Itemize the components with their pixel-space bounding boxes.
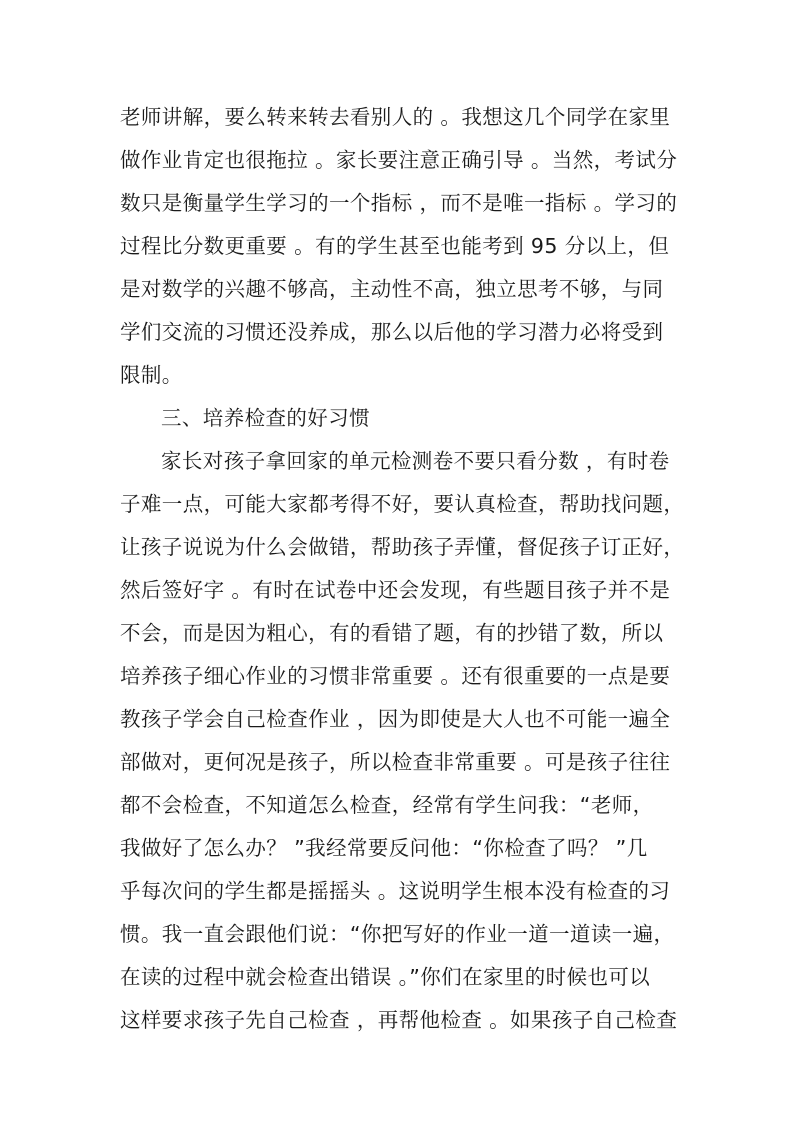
text-line-3: 数只是衡量学生学习的一个指标 ，而不是唯一指标 。学习的: [120, 191, 678, 215]
text-line-19: 乎每次问的学生都是摇摇头 。这说明学生根本没有检查的习: [120, 879, 671, 903]
text-line-16: 部做对，更何况是孩子，所以检查非常重要 。可是孩子往往: [120, 750, 671, 774]
text-line-14: 培养孩子细心作业的习惯非常重要 。还有很重要的一点是要: [120, 664, 671, 688]
text-line-10: 子难一点，可能大家都考得不好，要认真检查，帮助找问题，: [120, 492, 685, 516]
text-line-11: 让孩子说说为什么会做错，帮助孩子弄懂，督促孩子订正好，: [120, 535, 685, 559]
text-line-18: 我做好了怎么办？ ”我经常要反问他：“你检查了吗？ ”几: [120, 836, 648, 860]
text-line-7: 限制。: [120, 363, 183, 387]
text-line-4: 过程比分数更重要 。有的学生甚至也能考到 95 分以上，但: [120, 234, 670, 258]
text-line-12: 然后签好字 。有时在试卷中还会发现，有些题目孩子并不是: [120, 578, 671, 602]
text-line-5: 是对数学的兴趣不够高，主动性不高，独立思考不够，与同: [120, 277, 664, 301]
text-line-2: 做作业肯定也很拖拉 。家长要注意正确引导 。当然，考试分: [120, 148, 678, 172]
text-line-21: 在读的过程中就会检查出错误 。”你们在家里的时候也可以: [120, 965, 651, 989]
text-line-17: 都不会检查，不知道怎么检查，经常有学生问我：“老师，: [120, 793, 654, 817]
text-line-9: 家长对孩子拿回家的单元检测卷不要只看分数 ，有时卷: [161, 449, 670, 473]
text-line-1: 老师讲解，要么转来转去看别人的 。我想这几个同学在家里: [120, 105, 671, 129]
section-heading: 三、培养检查的好习惯: [161, 406, 370, 430]
text-line-13: 不会，而是因为粗心，有的看错了题，有的抄错了数，所以: [120, 621, 664, 645]
text-line-20: 惯。我一直会跟他们说：“你把写好的作业一道一道读一遍，: [120, 922, 675, 946]
text-line-15: 教孩子学会自己检查作业 ，因为即使是大人也不可能一遍全: [120, 707, 671, 731]
text-line-6: 学们交流的习惯还没养成，那么以后他的学习潜力必将受到: [120, 320, 664, 344]
text-line-22: 这样要求孩子先自己检查 ，再帮他检查 。如果孩子自己检查: [120, 1008, 678, 1032]
